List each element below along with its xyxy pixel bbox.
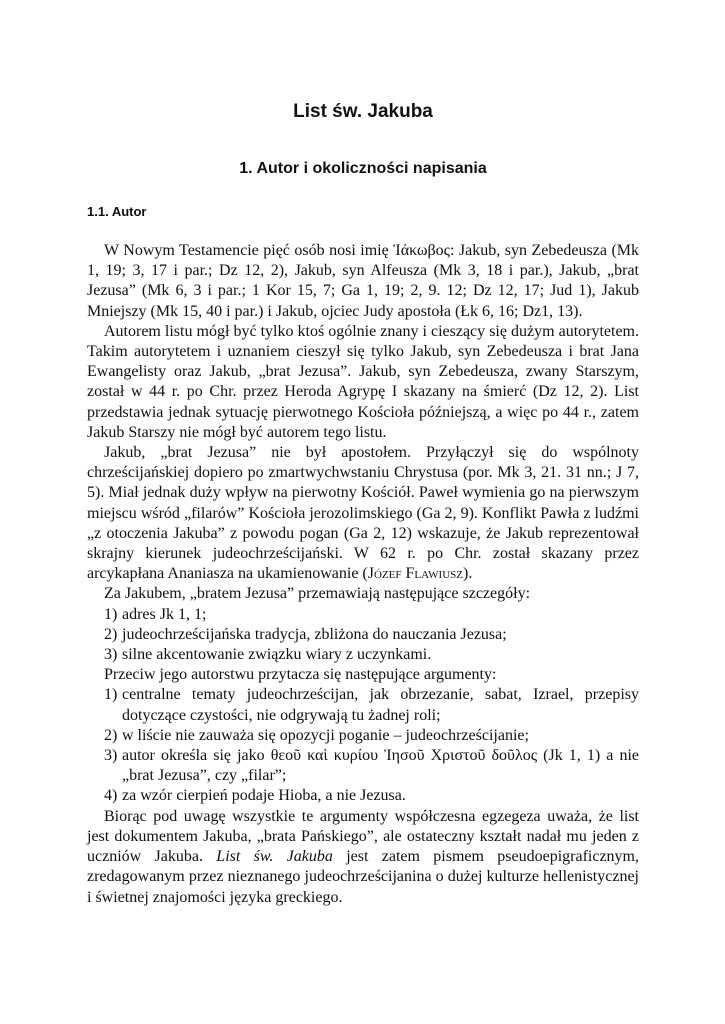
paragraph-text-end: ). [463, 565, 473, 583]
list-number: 3) [104, 747, 118, 765]
list-item-text: silne akcentowanie związku wiary z uczynkami. [122, 646, 432, 664]
list-item [87, 645, 639, 665]
section-heading: 1.1. Autor [87, 204, 147, 219]
paragraph-text: Jakub, „brat Jezusa” nie był apostołem. Przyłączył się do wspólnoty chrześcijańskiej dopiero po zmartwychwstaniu Chrystusa (por. Mk 3, 21. 31 nn.; J 7, 5). Miał jednak duży wpływ na pierwotny Kościół. Paweł wymienia go na pierwszym miejscu wśród „filarów” Kościoła jerozolimskiego (Ga 2, 9). Konflikt Pawła z ludźmi „z otoczenia Jakuba” z powodu pogan (Ga 2, 12) wskazuje, że Jakub reprezentował skrajny kierunek judeochrześcijański. W 62 r. po Chr. został skazany przez arcykapłana Ananiasza na ukamienowanie ( [87, 444, 639, 583]
author-name: Józef Flawiusz [367, 565, 463, 583]
list-number: 2) [104, 625, 118, 643]
paragraph-arguments-for: Za Jakubem, „bratem Jezusa” przemawiają następujące szczegóły: [104, 585, 531, 603]
list-arguments-against [87, 685, 639, 806]
list-number: 1) [104, 605, 118, 623]
paragraph-conclusion [87, 807, 639, 908]
body-text [87, 241, 639, 908]
chapter-heading: 1. Autor i okoliczności napisania [239, 160, 487, 177]
list-item [87, 746, 639, 786]
list-number: 3) [104, 646, 118, 664]
list-number: 1) [104, 686, 118, 704]
list-item-text: judeochrześcijańska tradycja, zbliżona do nauczania Jezusa; [122, 625, 507, 643]
paragraph-names: W Nowym Testamencie pięć osób nosi imię Ἰάκωβος: Jakub, syn Zebedeusza (Mk 1, 19; 3, 17 i par.; Dz 12, 2), Jakub, syn Alfeusza (Mk 3, 18 i par.), Jakub, „brat Jezusa” (Mk 6, 3 i par.; 1 Kor 15, 7; Ga 1, 19; 2, 9. 12; Dz 12, 17; Jud 1), Jakub Mniejszy (Mk 15, 40 i par.) i Jakub, ojciec Judy apostoła (Łk 6, 16; Dz1, 13). [87, 242, 639, 320]
paragraph-authorship: Autorem listu mógł być tylko ktoś ogólnie znany i cieszący się dużym autorytetem. Takim autorytetem i uznaniem cieszył się tylko Jakub, syn Zebedeusza i brat Jana Ewangelisty oraz Jakub, „brat Jezusa”. Jakub, syn Zebedeusza, zwany Starszym, został w 44 r. po Chr. przez Heroda Agrypę I skazany na śmierć (Dz 12, 2). List przedstawia jednak sytuację pierwotnego Kościoła późniejszą, a więc po 44 r., zatem Jakub Starszy nie mógł być autorem tego listu. [87, 322, 639, 441]
paragraph-text: Biorąc pod uwagę wszystkie te argumenty współczesna egzegeza uważa, że list jest dokumentem Jakuba, „brata Pańskiego”, ale ostateczny kształt nadał mu jeden z uczniów Jakuba. [87, 807, 639, 866]
list-arguments-for [87, 605, 639, 666]
book-title: List św. Jakuba [216, 848, 333, 866]
list-item [87, 625, 639, 645]
list-item-text: adres Jk 1, 1; [122, 605, 207, 623]
paragraph-arguments-against: Przeciw jego autorstwu przytacza się następujące argumenty: [104, 666, 497, 684]
paragraph-text-end: jest zatem pismem pseudoepigraficznym, zredagowanym przez nieznanego judeochrześcijanina o dużej kulturze hellenistycznej i świetnej znajomości języka greckiego. [87, 848, 639, 906]
document-title: List św. Jakuba [293, 101, 433, 122]
list-item [87, 605, 639, 625]
list-item-text: w liście nie zauważa się opozycji poganie – judeochrześcijanie; [122, 726, 529, 744]
list-item-text: autor określa się jako θεοῦ καὶ κυρίου Ἰησοῦ Χριστοῦ δοῦλος (Jk 1, 1) a nie „brat Jezusa”, czy „filar”; [122, 747, 639, 785]
list-item [87, 786, 639, 806]
list-item [87, 726, 639, 746]
list-number: 2) [104, 726, 118, 744]
paragraph-brother-of-jesus [87, 443, 639, 584]
list-item-text: centralne tematy judeochrześcijan, jak obrzezanie, sabat, Izrael, przepisy dotyczące czystości, nie odgrywają tu żadnej roli; [122, 686, 639, 724]
list-number: 4) [104, 787, 118, 805]
list-item [87, 685, 639, 725]
list-item-text: za wzór cierpień podaje Hioba, a nie Jezusa. [122, 787, 406, 805]
